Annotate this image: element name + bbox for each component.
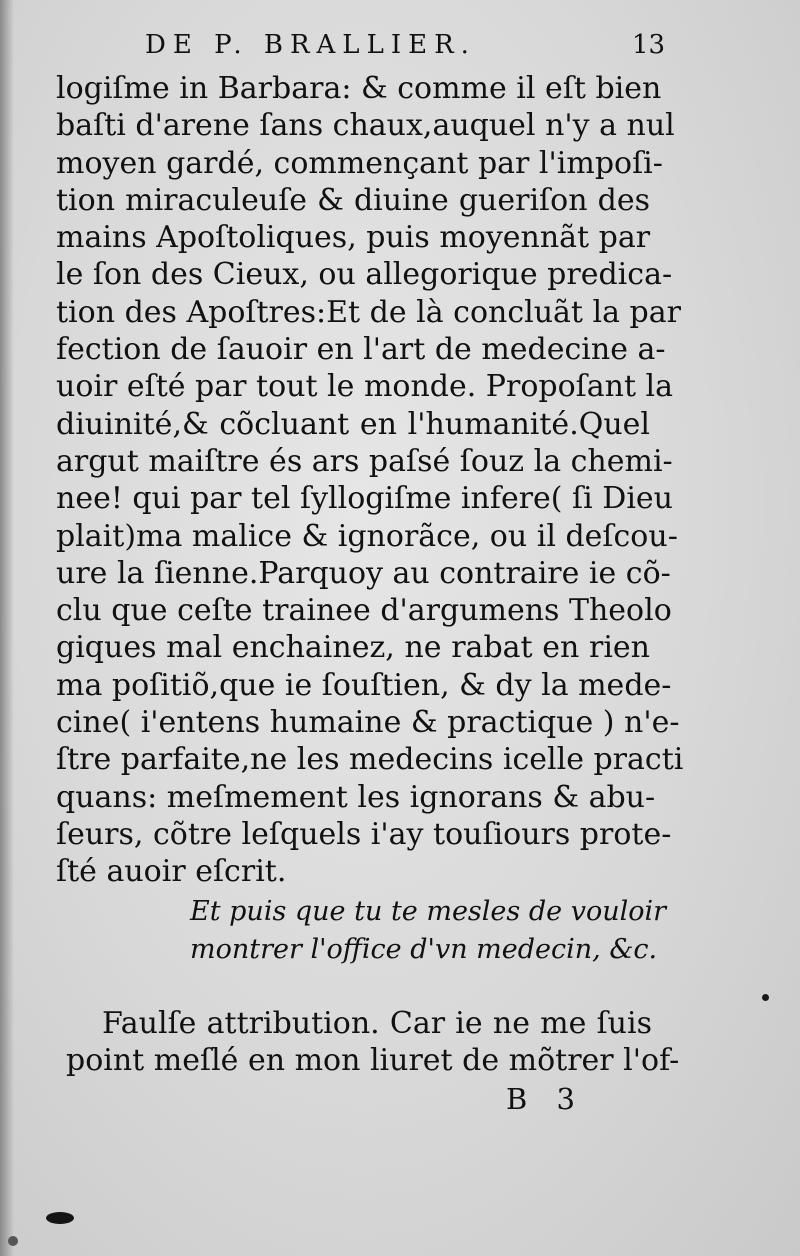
page-gutter-shadow	[0, 0, 14, 1256]
text-line: uoir eſté par tout le monde. Propoſant la	[56, 369, 674, 405]
text-line: ma poſitiõ,que ie ſouſtien, & dy la mede-	[56, 667, 672, 703]
text-line: tion des Apoſtres:Et de là concluãt la par	[56, 294, 681, 330]
text-line: baſti d'arene ſans chaux,auquel n'y a nul	[56, 108, 675, 144]
text-line: plait)ma malice & ignorãce, ou il deſcou-	[56, 518, 678, 554]
text-line: point meſlé en mon liuret de mõtrer l'of-	[66, 1043, 680, 1079]
paragraph-1	[56, 70, 684, 891]
ink-blot	[46, 1212, 74, 1224]
text-line: logiſme in Barbara: & comme il eſt bien	[56, 71, 662, 106]
quotation-line-1: Et puis que tu te mesles de vouloir	[190, 896, 667, 927]
text-line: nee! qui par tel ſyllogiſme infere( ſi Dieu	[56, 481, 673, 517]
ink-spot	[762, 994, 769, 1001]
corner-stain	[8, 1236, 18, 1246]
signature-mark: B 3	[506, 1082, 585, 1116]
text-line: fection de ſauoir en l'art de medecine a-	[56, 332, 666, 368]
page-header	[0, 28, 800, 62]
text-line: ure la ſienne.Parquoy au contraire ie cõ-	[56, 555, 671, 591]
text-line: tion miraculeuſe & diuine gueriſon des	[56, 182, 650, 218]
text-line: moyen gardé, commençant par l'impoſi-	[56, 145, 663, 181]
text-line: clu que ceſte trainee d'argumens Theolo	[56, 593, 672, 629]
text-line: Faulſe attribution. Car ie ne me ſuis	[102, 1006, 652, 1041]
text-line: mains Apoſtoliques, puis moyennãt par	[56, 220, 651, 256]
text-line: ſté auoir eſcrit.	[56, 854, 287, 890]
running-head: DE P. BRALLIER.	[145, 30, 476, 60]
text-line: cine( i'entens humaine & practique ) n'e-	[56, 705, 680, 741]
text-line: le ſon des Cieux, ou allegorique predica-	[56, 257, 673, 293]
text-line: ſeurs, cõtre leſquels i'ay touſiours prote-	[56, 816, 672, 852]
page-number: 13	[632, 30, 666, 60]
text-line: ſtre parfaite,ne les medecins icelle practi	[56, 742, 684, 778]
paragraph-2	[66, 1005, 680, 1080]
text-line: argut maiſtre és ars paſsé ſouz la chemi-	[56, 443, 673, 479]
quotation-line-2: montrer l'office d'vn medecin, &c.	[190, 934, 658, 965]
text-line: giques mal enchainez, ne rabat en rien	[56, 630, 650, 666]
quotation	[190, 893, 667, 969]
text-line: quans: meſmement les ignorans & abu-	[56, 779, 656, 815]
text-line: diuinité,& cõcluant en l'humanité.Quel	[56, 406, 650, 442]
